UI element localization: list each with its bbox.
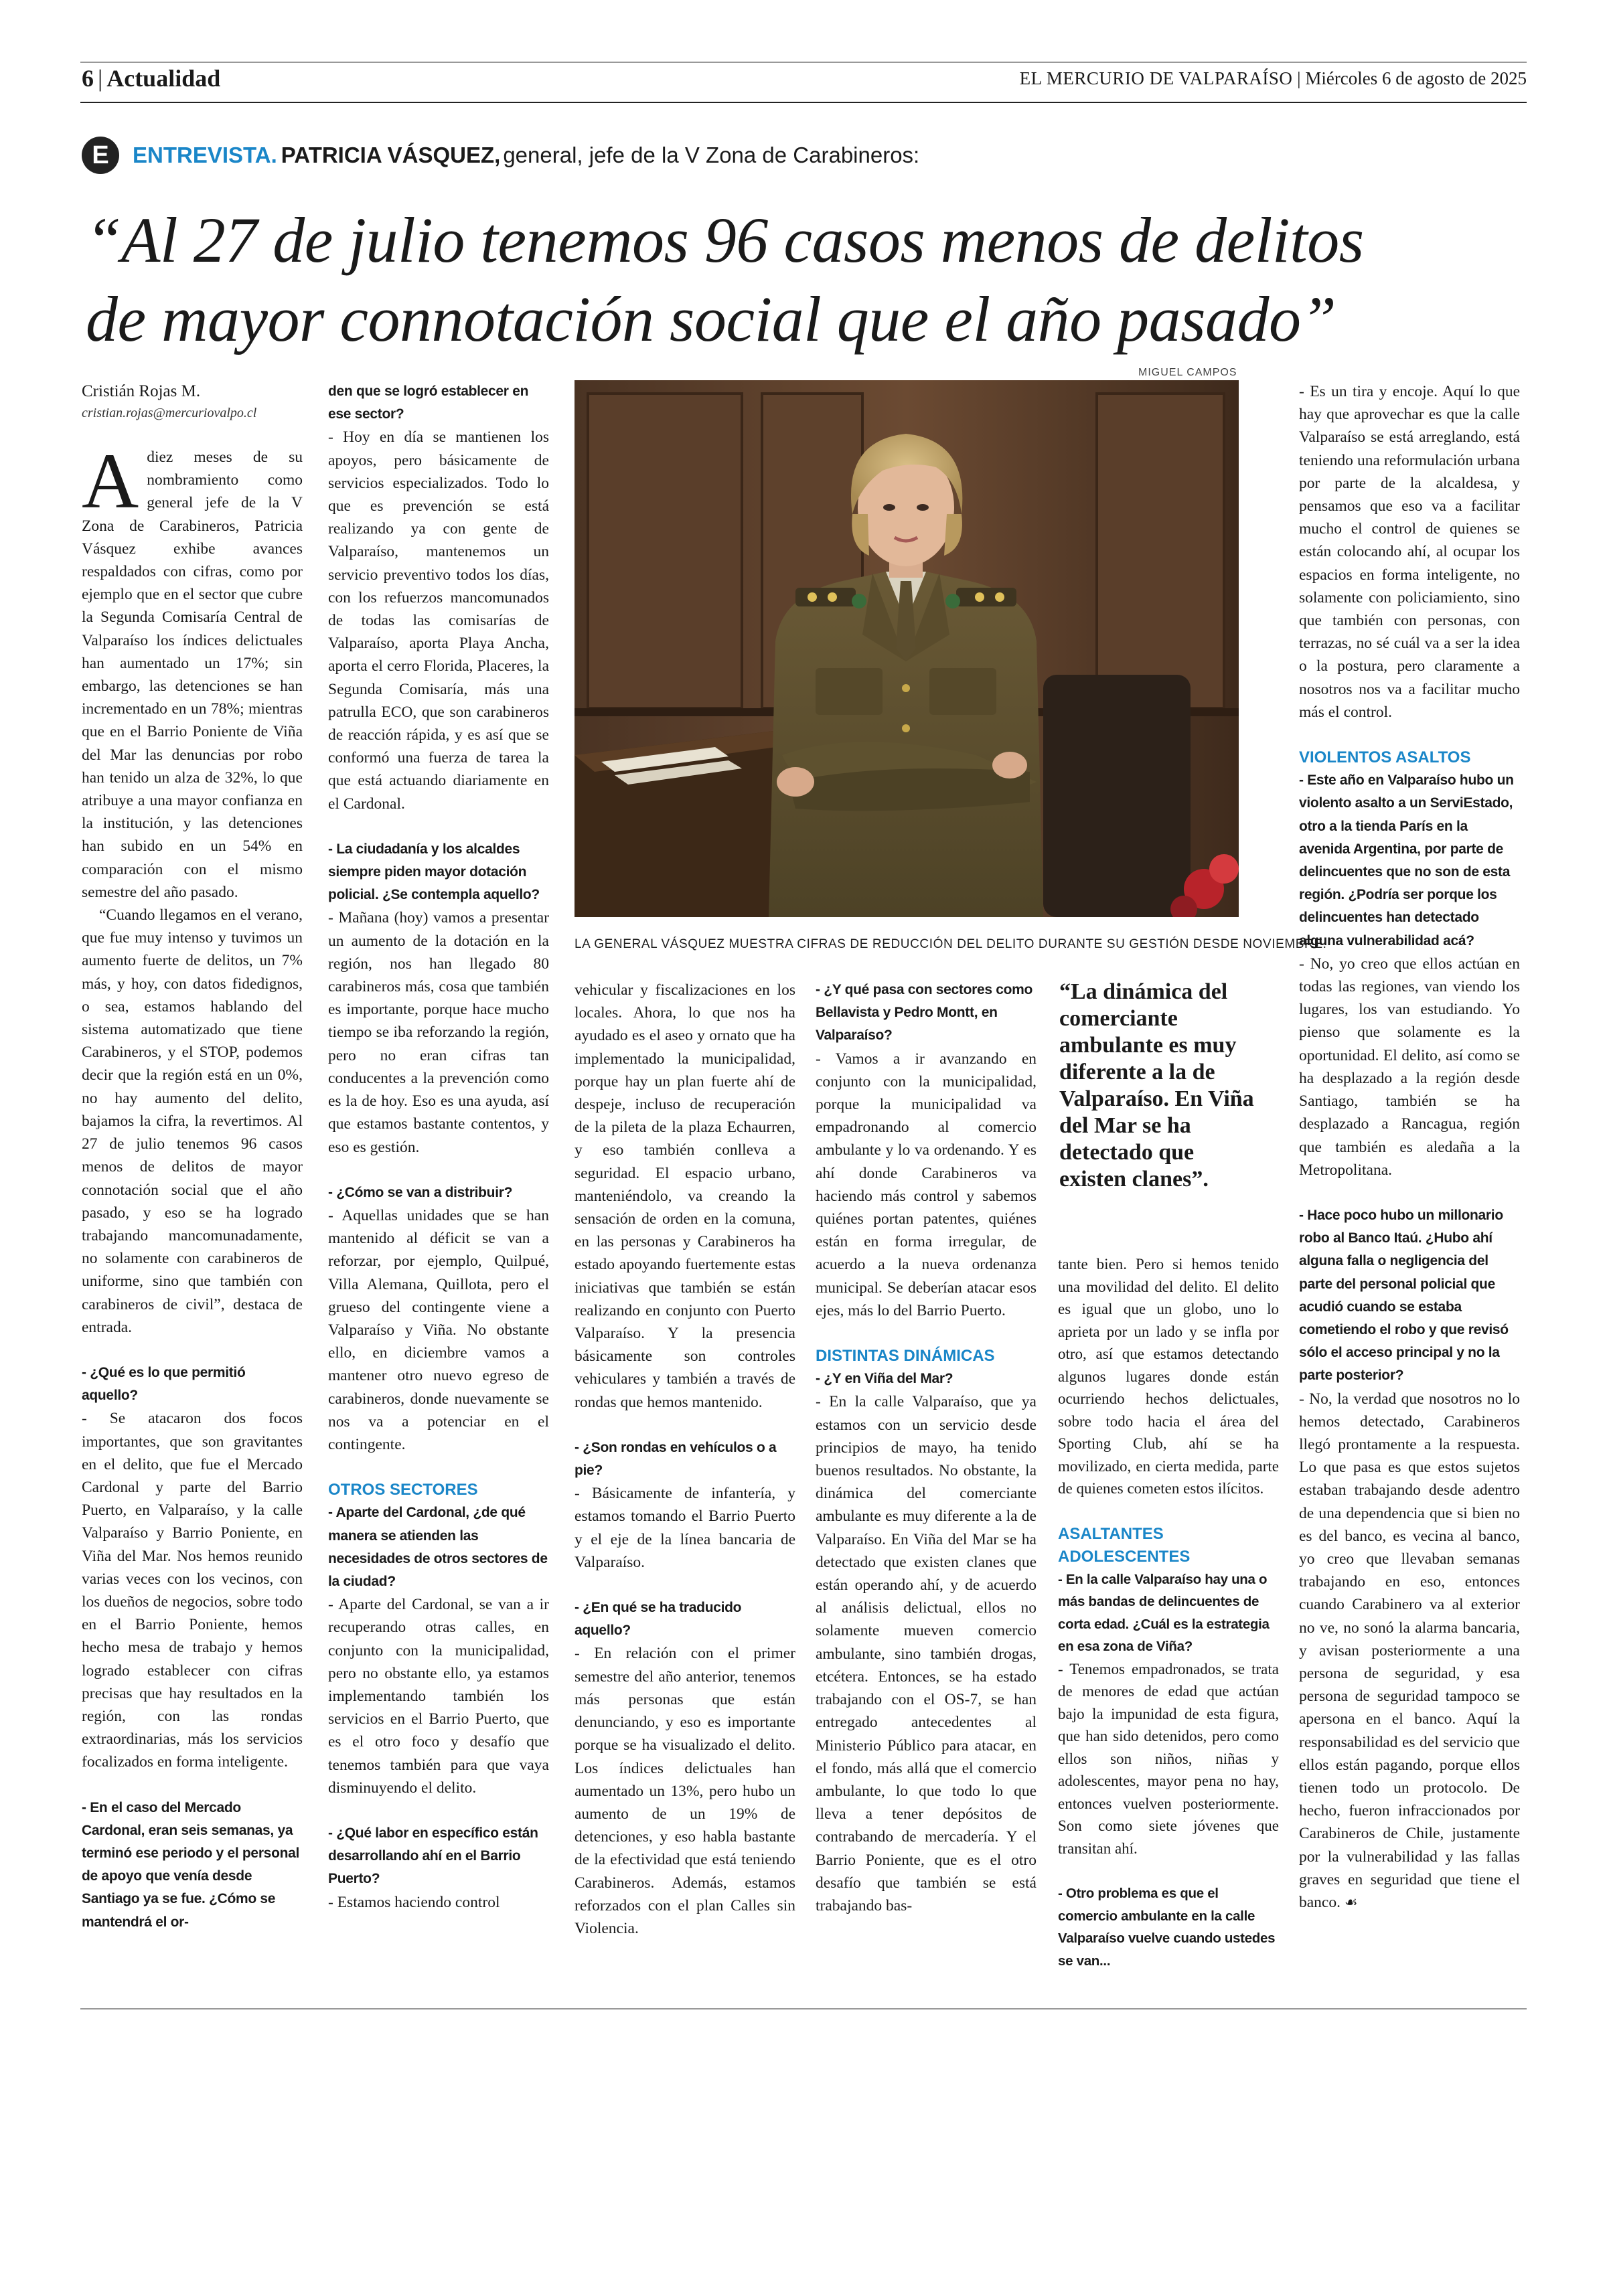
kicker-label: ENTREVISTA: [133, 143, 271, 167]
answer-continued: vehicular y fiscalizaciones en los locales. Ahora, lo que nos ha ayudado es el aseo y ornato que ha implementado la municipalidad, porque hay un plan fuerte ahí de despeje, incluso de recuperación de la pileta de la plaza Echaurren, y eso también conlleva a seguridad. El espacio urbano, manteniéndolo, va creando la sensación de orden en la comuna, en las personas y Carabineros ha estado apoyando fuertemente estas iniciativas que también se están realizando en conjunto con Puerto Valparaíso. Y la presencia básicamente son controles vehiculares y también a través de rondas que hemos mantenido.: [575, 981, 795, 1411]
header-rule: [80, 102, 1527, 103]
interviewee-role: general, jefe de la V Zona de Carabineros:: [503, 143, 920, 167]
question: - Este año en Valparaíso hubo un violento asalto a un ServiEstado, otro a la tienda París en la avenida Argentina, por parte de delincuentes que no son de esta región. ¿Podría ser porque los delincuentes han detectado alguna vulnerabilidad acá?: [1299, 772, 1514, 949]
footer-rule: [80, 2008, 1527, 2010]
question: - ¿Y en Viña del Mar?: [816, 1371, 953, 1387]
question: - ¿Y qué pasa con sectores como Bellavista y Pedro Montt, en Valparaíso?: [816, 982, 1033, 1044]
answer: - Estamos haciendo control: [328, 1893, 500, 1911]
column-4: [816, 979, 1037, 1917]
photo-credit: MIGUEL CAMPOS: [1138, 367, 1237, 378]
answer: - Aquellas unidades que se han mantenido al déficit se van a reforzar, por ejemplo, Quilpué, Villa Alemana, Quillota, pero el grueso del contingente viene a Valparaíso y Viña. No obstante ello, en diciembre vamos a mantener otro nuevo egreso de carabineros, donde nuevamente se nos va a potenciar en el contingente.: [328, 1206, 549, 1453]
subhead-violentos-asaltos: VIOLENTOS ASALTOS: [1299, 748, 1471, 767]
interview-badge-icon: E: [82, 137, 119, 174]
question: - En el caso del Mercado Cardonal, eran seis semanas, ya terminó ese periodo y el personal de apoyo que venía desde Santiago ya se fue. ¿Cómo se mantendrá el or-: [82, 1799, 300, 1930]
header-top-rule: [80, 62, 1527, 63]
question: - Hace poco hubo un millonario robo al Banco Itaú. ¿Hubo ahí alguna falla o negligencia del parte del personal policial que acudió cuando se estaba cometiendo el robo y que revisó sólo el acceso principal y no la parte posterior?: [1299, 1207, 1509, 1384]
column-2: [328, 380, 549, 1914]
headline-line-2: de mayor connotación social que el año pasado”: [86, 283, 1336, 355]
answer-continued: tante bien. Pero si hemos tenido una movilidad del delito. El delito es igual que un globo, uno lo aprieta por un lado y se infla por otro, así que estamos detectando algunos lugares donde están ocurriendo hechos delictuales, sobre todo hacia el área del Sporting Club, ahí se ha movilizado, en cierta medida, parte de quienes cometen estos ilícitos.: [1058, 1256, 1279, 1497]
subhead-asaltantes-adolescentes: ASALTANTES ADOLESCENTES: [1058, 1524, 1191, 1566]
answer: - Es un tira y encoje. Aquí lo que hay que aprovechar es que la calle Valparaíso se está arreglando, está teniendo una reformulación urbana por parte de la alcaldesa, y pensamos que eso va a facilitar mucho el control de quienes se están colocando ahí, al ocupar los espacios en forma inteligente, no solamente con policiamiento, sino que también con personas, con terrazas, no sé cuál va a ser la idea o la postura, pero claramente a nosotros nos va a facilitar mucho más el control.: [1299, 383, 1520, 721]
portrait-image: [575, 380, 1239, 917]
column-6: [1299, 380, 1520, 1914]
publication-name: EL MERCURIO DE VALPARAÍSO: [1019, 68, 1293, 88]
headline-line-1: “Al 27 de julio tenemos 96 casos menos de delitos: [86, 204, 1364, 276]
subhead-distintas-dinamicas: DISTINTAS DINÁMICAS: [816, 1347, 995, 1366]
drop-cap: A: [82, 437, 139, 525]
answer: - Tenemos empadronados, se trata de menores de edad que actúan bajo la impunidad de esta figura, que han sido detenidos, pero como ellos son niños, niñas y adolescentes, mayor pena no hay, entonces vuelven posteriormente. Son como siete jóvenes que transitan ahí.: [1058, 1660, 1279, 1857]
interviewee-name: PATRICIA VÁSQUEZ,: [281, 143, 501, 167]
end-mark-icon: ☙: [1344, 1894, 1358, 1910]
interview-kicker: [82, 134, 919, 177]
answer: - Aparte del Cardonal, se van a ir recuperando otras calles, en conjunto con la municipalidad, pero no obstante ello, ya estamos implementando también los servicios en el Barrio Puerto, que es el otro foco y desafío que tenemos también para que vaya disminuyendo el delito.: [328, 1596, 549, 1797]
column-3: [575, 979, 795, 1940]
question: - ¿Son rondas en vehículos o a pie?: [575, 1439, 777, 1479]
answer: - Hoy en día se mantienen los apoyos, pero básicamente de servicios especializados. Todo lo que es prevención se está realizando ya con gente de Valparaíso, mantenemos un servicio preventivo todos los días, con los refuerzos mancomunados de todas las comisarías de Valparaíso, aporta Playa Ancha, aporta el cerro Florida, Placeres, la Segunda Comisaría, más una patrulla ECO, que son carabineros de reacción rápida, y es así que se conformó una fuerza de tarea la que está actuando diariamente en el Cardonal.: [328, 428, 549, 813]
lead-paragraph: Adiez meses de su nombramiento como general jefe de la V Zona de Carabineros, Patricia Vásquez exhibe avances respaldados con cifras, como por ejemplo que en el sector que cubre la Segunda Comisaría Central de Valparaíso los índices delictuales han aumentado un 17%; sin embargo, las detenciones se han incrementado en un 78%; mientras que en el Barrio Poniente de Viña del Mar las denuncias por robo han tenido un alza de 32%, lo que atribuye a una mayor confianza en la institución, y las detenciones han subido en un 54% en comparación con el mismo semestre del año pasado.: [82, 437, 303, 901]
column-1: [82, 380, 303, 1934]
portrait-photo: [575, 380, 1239, 917]
answer: - Vamos a ir avanzando en conjunto con la municipalidad, porque la municipalidad va empadronando al comercio ambulante y lo va ordenando. Y es ahí donde Carabineros va haciendo más control y sabemos quiénes portan patentes, quiénes están en forma irregular, de acuerdo a la nueva ordenanza municipal. Se deberían atacar esos ejes, más lo del Barrio Puerto.: [816, 1050, 1037, 1319]
answer: - En la calle Valparaíso, que ya estamos con un servicio desde principios de mayo, ha tenido buenos resultados. No obstante, la dinámica del comerciante ambulante es muy diferente a la de Valparaíso. En Viña del Mar se ha detectado que existen clanes que están operando ahí, y de acuerdo al análisis delictual, ellos no solamente mueven comercio ambulante, sino también drogas, etcétera. Entonces, se ha estado trabajando con el OS-7, se han entregado antecedentes al Ministerio Público para atacar, en el fondo, más allá que el comercio ambulante, lo que todo lo que lleva a tener depósitos de contrabando de mercadería. Y el Barrio Poniente, que es el otro desafío que también se está trabajando bas-: [816, 1393, 1037, 1914]
answer: - Se atacaron dos focos importantes, que son gravitantes en el delito, que fue el Mercado Cardonal y parte del Barrio Puerto, en Valparaíso, y la calle Valparaíso y Barrio Poniente, en Viña del Mar. Nos hemos reunido varias veces con los vecinos, con los dueños de negocios, sobre todo en el Barrio Poniente, hemos hecho mesa de trabajo y hemos logrado establecer con cifras precisas que hay resultados en la región, con las rondas extraordinarias, más los servicios focalizados en forma inteligente.: [82, 1410, 303, 1771]
question: - ¿Qué es lo que permitió aquello?: [82, 1364, 246, 1404]
column-5: [1058, 1253, 1279, 1972]
question: - Aparte del Cardonal, ¿de qué manera se atienden las necesidades de otros sectores de la ciudad?: [328, 1505, 548, 1589]
page-header-left: 6 | Actualidad: [82, 65, 221, 92]
question: - Otro problema es que el comercio ambulante en la calle Valparaíso vuelve cuando ustedes se van...: [1058, 1886, 1276, 1969]
kicker-dot: .: [271, 143, 277, 167]
question-continued: den que se logró establecer en ese sector?: [328, 384, 529, 422]
headline: [86, 201, 1532, 359]
byline-author: Cristián Rojas M.: [82, 382, 201, 400]
answer: - Mañana (hoy) vamos a presentar un aumento de la dotación en la región, nos han llegado 80 carabineros más, cosa que también es importante, porque hace mucho tiempo se iba reforzando la región, pero no eran cifras tan conducentes a la prevención como es la de hoy. Eso es una ayuda, así que estamos bastante contentos, y eso es gestión.: [328, 909, 549, 1156]
publication-date: Miércoles 6 de agosto de 2025: [1305, 68, 1527, 88]
answer: - No, yo creo que ellos actúan en todas las regiones, van viendo los lugares, los van estudiando. Yo pienso que solamente es la oportunidad. El delito, así como se ha desplazado a la región desde Santiago, también se ha desplazado a Rancagua, región que también es aledaña a la Metropolitana.: [1299, 955, 1520, 1179]
question: - En la calle Valparaíso hay una o más bandas de delincuentes de corta edad. ¿Cuál es la estrategia en esa zona de Viña?: [1058, 1571, 1270, 1655]
section-name: Actualidad: [106, 65, 221, 92]
pull-quote: “La dinámica del comerciante ambulante es muy diferente a la de Valparaíso. En Viña del Mar se ha detectado que existen clanes”.: [1059, 979, 1254, 1192]
answer: - En relación con el primer semestre del año anterior, tenemos más personas que están denunciando, y eso es importante porque se ha visualizado el delito. Los índices delictuales han aumentado un 13%, pero hubo un aumento de un 19% de detenciones, y eso habla bastante de la efectividad que está teniendo Carabineros. Además, estamos reforzados con el plan Calles sin Violencia.: [575, 1645, 795, 1937]
question: - ¿Qué labor en específico están desarrollando ahí en el Barrio Puerto?: [328, 1825, 538, 1887]
answer: - Básicamente de infantería, y estamos tomando el Barrio Puerto y el eje de la línea bancaria de Valparaíso.: [575, 1485, 795, 1571]
question: - ¿En qué se ha traducido aquello?: [575, 1600, 742, 1639]
answer: - No, la verdad que nosotros no lo hemos detectado, Carabineros llegó prontamente a la respuesta. Lo que pasa es que estos sujetos estaban trabajando desde adentro de una dependencia que si bien no es del banco, es vecina al banco, yo creo que llevaban semanas trabajando en eso, entonces cuando Carabinero va al exterior no ve, no sonó la alarma bancaria, y avisan posteriormente a una persona de seguridad, y esa persona de seguridad tampoco se apersona en el banco. Aquí la responsabilidad es del servicio que ellos están pagando, porque ellos tienen todo un protocolo. De hecho, fueron infraccionados por Carabineros de Chile, justamente por la vulnerabilidad y las fallas graves en seguridad que tiene el banco. ☙: [1299, 1390, 1520, 1911]
subhead-otros-sectores: OTROS SECTORES: [328, 1481, 478, 1499]
question: - La ciudadanía y los alcaldes siempre piden mayor dotación policial. ¿Se contempla aquello?: [328, 841, 540, 903]
page-number: 6: [82, 65, 94, 92]
body-paragraph: “Cuando llegamos en el verano, que fue muy intenso y tuvimos un aumento fuerte de delitos, un 7% más, y hoy, con datos fidedignos, o sea, estamos hablando del sistema automatizado que tiene Carabineros, y el STOP, podemos decir que la región está en un 0%, no hay aumento del delito, bajamos la cifra, la revertimos. Al 27 de julio tenemos 96 casos menos de delitos de mayor connotación social que el año pasado, y eso se ha logrado trabajando mancomunadamente, no solamente con carabineros de uniforme, sino que también con carabineros de civil”, destaca de entrada.: [82, 906, 303, 1336]
question: - ¿Cómo se van a distribuir?: [328, 1184, 513, 1200]
photo-caption: LA GENERAL VÁSQUEZ MUESTRA CIFRAS DE REDUCCIÓN DEL DELITO DURANTE SU GESTIÓN DESDE NOVIEMBRE.: [575, 937, 1327, 951]
page-header-right: EL MERCURIO DE VALPARAÍSO | Miércoles 6 de agosto de 2025: [1019, 68, 1527, 88]
byline-email[interactable]: cristian.rojas@mercuriovalpo.cl: [82, 406, 257, 420]
